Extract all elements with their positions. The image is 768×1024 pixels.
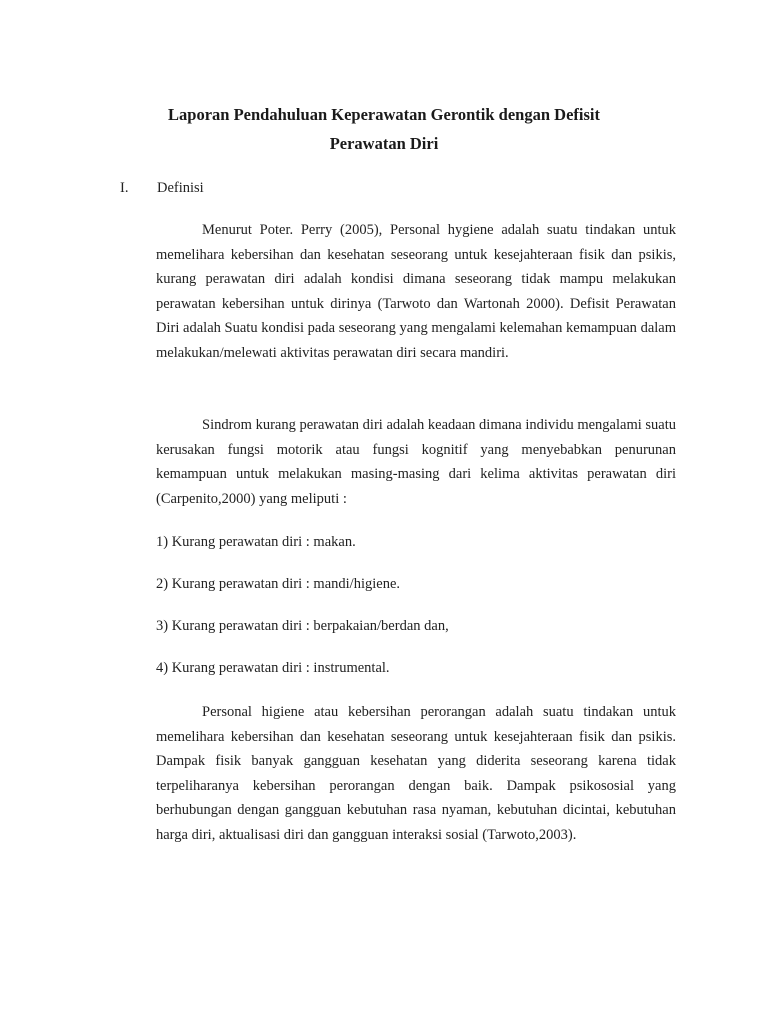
list-item: 4) Kurang perawatan diri : instrumental. [156, 660, 390, 676]
list-item: 1) Kurang perawatan diri : makan. [156, 534, 356, 550]
list-item: 3) Kurang perawatan diri : berpakaian/berdan dan, [156, 618, 449, 634]
section-title: Definisi [157, 180, 204, 196]
document-title-line-2: Perawatan Diri [329, 134, 439, 153]
paragraph-personal-hygiene: Personal higiene atau kebersihan perorangan adalah suatu tindakan untuk memelihara kebersihan dan kesehatan seseorang untuk kesejahteraan fisik dan psikis. Dampak fisik banyak gangguan kesehatan yang diderita seseorang karena tidak terpeliharanya kebersihan perorangan dengan baik. Dampak psikososial yang berhubungan dengan gangguan kebutuhan rasa nyaman, kebutuhan dicintai, kebutuhan harga diri, aktualisasi diri dan gangguan interaksi sosial (Tarwoto,2003). [156, 704, 676, 843]
list-item: 2) Kurang perawatan diri : mandi/higiene. [156, 576, 401, 592]
section-number: I. [120, 180, 129, 196]
paragraph-definition: Menurut Poter. Perry (2005), Personal hygiene adalah suatu tindakan untuk memelihara kebersihan dan kesehatan seseorang untuk kesejahteraan fisik dan psikis, kurang perawatan diri adalah kondisi dimana seseorang tidak mampu melakukan perawatan kebersihan untuk dirinya (Tarwoto dan Wartonah 2000). Defisit Perawatan Diri adalah Suatu kondisi pada seseorang yang mengalami kelemahan kemampuan dalam melakukan/melewati aktivitas perawatan diri secara mandiri. [156, 222, 676, 361]
paragraph-syndrome: Sindrom kurang perawatan diri adalah keadaan dimana individu mengalami suatu kerusakan fungsi motorik atau fungsi kognitif yang menyebabkan penurunan kemampuan untuk melakukan masing-masing dari kelima aktivitas perawatan diri (Carpenito,2000) yang meliputi : [156, 417, 676, 507]
document-title-line-1: Laporan Pendahuluan Keperawatan Gerontik dengan Defisit [168, 105, 600, 124]
